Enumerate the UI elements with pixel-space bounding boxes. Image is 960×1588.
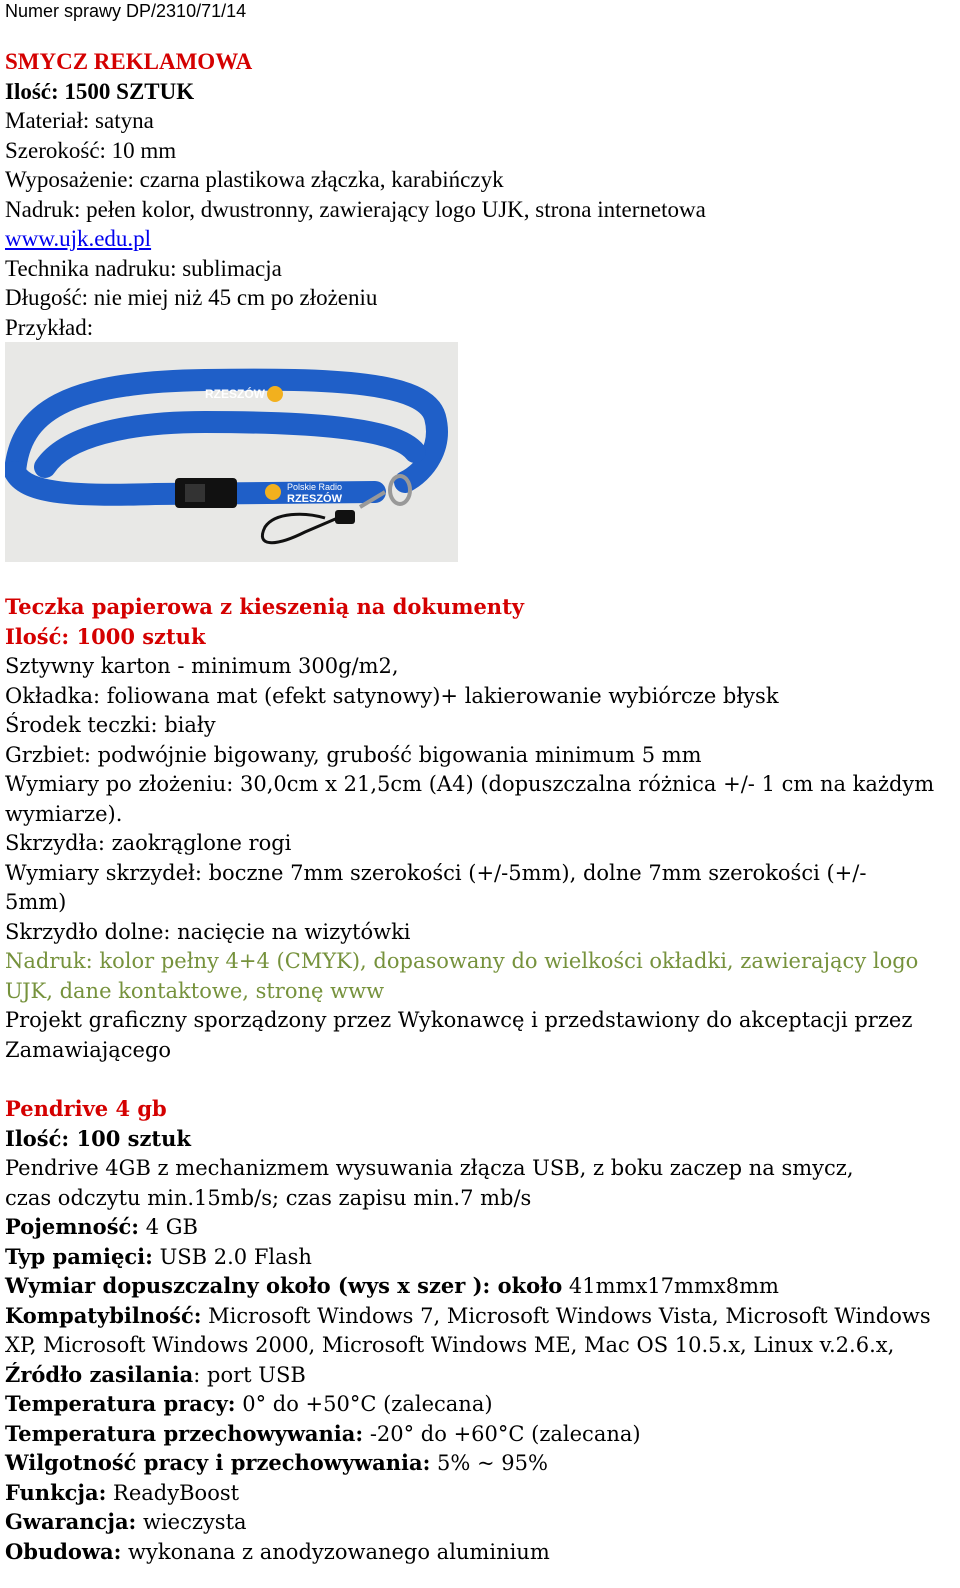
spec-value: wykonana z anodyzowanego aluminium <box>121 1540 550 1564</box>
spec-value: XP, Microsoft Windows 2000, Microsoft Windows ME, Mac OS 10.5.x, Linux v.2.6.x, <box>5 1333 895 1357</box>
folder-quantity: Ilość: 1000 sztuk <box>5 624 206 649</box>
folder-line-6: wymiarze). <box>5 802 123 826</box>
spec-value: wieczysta <box>136 1510 247 1534</box>
pendrive-quantity: Ilość: 100 sztuk <box>5 1126 191 1151</box>
lanyard-title: SMYCZ REKLAMOWA <box>5 49 253 74</box>
spec-row <box>5 1448 548 1478</box>
pendrive-desc-1: Pendrive 4GB z mechanizmem wysuwania złącza USB, z boku zaczep na smycz, <box>5 1156 854 1180</box>
spec-label: Typ pamięci: <box>5 1244 153 1269</box>
lanyard-technique: Technika nadruku: sublimacja <box>5 256 282 281</box>
lanyard-width: Szerokość: 10 mm <box>5 138 177 163</box>
lanyard-print: Nadruk: pełen kolor, dwustronny, zawierający logo UJK, strona internetowa <box>5 197 706 222</box>
spec-row <box>5 1360 306 1390</box>
folder-line-14: Zamawiającego <box>5 1038 172 1062</box>
folder-line-5: Wymiary po złożeniu: 30,0cm x 21,5cm (A4) (dopuszczalna różnica +/- 1 cm na każdym <box>5 772 935 796</box>
spec-row <box>5 1389 493 1419</box>
lanyard-equipment: Wyposażenie: czarna plastikowa złączka, karabińczyk <box>5 167 504 192</box>
spec-label: Wymiar dopuszczalny około (wys x szer ): około <box>5 1273 563 1298</box>
lanyard-example-label: Przykład: <box>5 315 94 340</box>
folder-line-9: 5mm) <box>5 890 67 914</box>
spec-label: Wilgotność pracy i przechowywania: <box>5 1450 431 1475</box>
lanyard-website-link[interactable]: www.ujk.edu.pl <box>5 226 152 251</box>
spec-label: Temperatura przechowywania: <box>5 1421 364 1446</box>
spec-value: 4 GB <box>139 1215 198 1239</box>
spec-label: Kompatybilność: <box>5 1303 202 1328</box>
lanyard-length: Długość: nie miej niż 45 cm po złożeniu <box>5 285 378 310</box>
spec-row <box>5 1330 894 1360</box>
folder-line-3: Środek teczki: biały <box>5 713 216 737</box>
spec-row <box>5 1212 198 1242</box>
folder-line-11: Nadruk: kolor pełny 4+4 (CMYK), dopasowany do wielkości okładki, zawierający logo <box>5 949 919 973</box>
photo-brand-bottom: RZESZÓW <box>287 493 342 505</box>
pendrive-desc-2: czas odczytu min.15mb/s; czas zapisu min.7 mb/s <box>5 1186 532 1210</box>
spec-value: : port USB <box>193 1363 306 1387</box>
photo-brand-top: RZESZÓW <box>205 387 265 401</box>
folder-line-10: Skrzydło dolne: nacięcie na wizytówki <box>5 920 411 944</box>
pendrive-title: Pendrive 4 gb <box>5 1096 167 1121</box>
spec-label: Pojemność: <box>5 1214 140 1239</box>
spec-row <box>5 1301 931 1331</box>
folder-line-1: Sztywny karton - minimum 300g/m2, <box>5 654 399 678</box>
spec-value: Microsoft Windows 7, Microsoft Windows Vista, Microsoft Windows <box>201 1304 931 1328</box>
spec-value: 0° do +50°C (zalecana) <box>235 1392 493 1416</box>
spec-value: 41mmx17mmx8mm <box>562 1274 779 1298</box>
spec-value: 5% ~ 95% <box>430 1451 548 1475</box>
spec-row <box>5 1537 550 1567</box>
spec-row <box>5 1419 641 1449</box>
folder-line-12: UJK, dane kontaktowe, stronę www <box>5 979 385 1003</box>
spec-value: ReadyBoost <box>106 1481 240 1505</box>
lanyard-photo <box>5 342 458 562</box>
spec-label: Funkcja: <box>5 1480 107 1505</box>
spec-row <box>5 1507 247 1537</box>
folder-line-7: Skrzydła: zaokrąglone rogi <box>5 831 292 855</box>
folder-line-13: Projekt graficzny sporządzony przez Wykonawcę i przedstawiony do akceptacji przez <box>5 1008 913 1032</box>
folder-line-2: Okładka: foliowana mat (efekt satynowy)+ lakierowanie wybiórcze błysk <box>5 684 779 708</box>
spec-label: Źródło zasilania <box>5 1362 194 1387</box>
spec-label: Temperatura pracy: <box>5 1391 236 1416</box>
lanyard-material: Materiał: satyna <box>5 108 154 133</box>
photo-brand-label: Polskie Radio <box>287 482 343 492</box>
spec-value: USB 2.0 Flash <box>152 1245 312 1269</box>
folder-line-4: Grzbiet: podwójnie bigowany, grubość bigowania minimum 5 mm <box>5 743 702 767</box>
spec-row <box>5 1478 239 1508</box>
lanyard-illustration <box>5 342 458 562</box>
spec-row <box>5 1271 779 1301</box>
folder-line-8: Wymiary skrzydeł: boczne 7mm szerokości (+/-5mm), dolne 7mm szerokości (+/- <box>5 861 867 885</box>
spec-row <box>5 1242 312 1272</box>
spec-label: Obudowa: <box>5 1539 122 1564</box>
spec-label: Gwarancja: <box>5 1509 137 1534</box>
spec-value: -20° do +60°C (zalecana) <box>363 1422 641 1446</box>
lanyard-quantity: Ilość: 1500 SZTUK <box>5 79 195 104</box>
case-number: Numer sprawy DP/2310/71/14 <box>5 1 247 21</box>
folder-title: Teczka papierowa z kieszenią na dokumenty <box>5 594 524 619</box>
